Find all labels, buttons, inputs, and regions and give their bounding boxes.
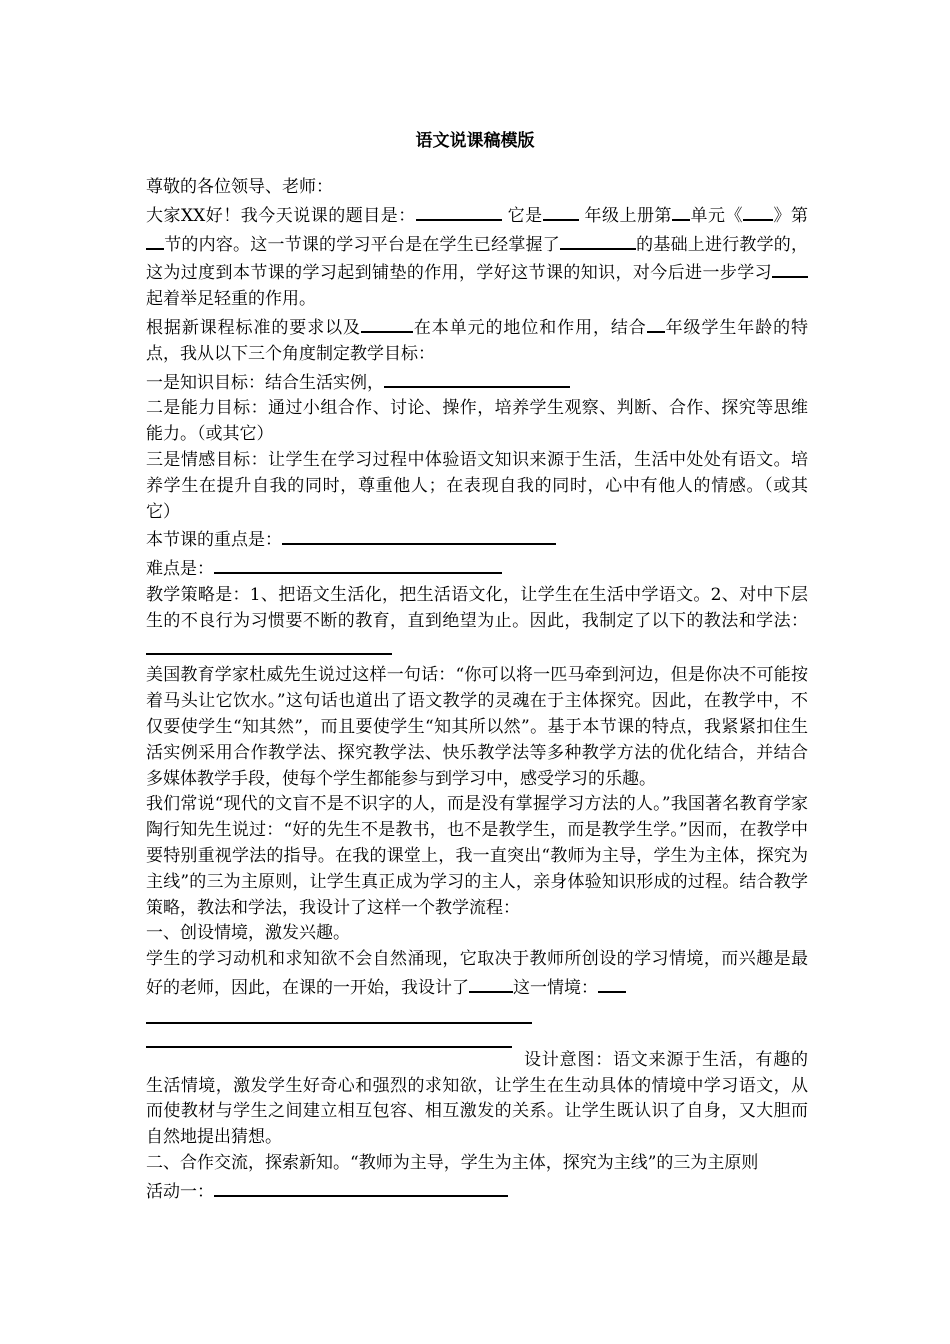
design-intent-paragraph: 设计意图：语文来源于生活，有趣的生活情境，激发学生好奇心和强烈的求知欲，让学生在生动具体的情境中学习语文，从而使教材与学生之间建立相互包容、相互激发的关系。让学生既认识了自身，又大胆而自然地提出猜想。 [146, 1049, 808, 1148]
tao-paragraph: 我们常说“现代的文盲不是不识字的人，而是没有掌握学习方法的人。”我国著名教育学家陶行知先生说过：“好的先生不是教书，也不是教学生，而是教学生学。”因而，在教学中要特别重视学法的指导。在我的课堂上，我一直突出“教师为主导，学生为主体，探究为主线”的三为主原则，让学生真正成为学习的主人，亲身体验知识形成的过程。结合教学策略，教法和学法，我设计了这样一个教学流程： [146, 794, 808, 918]
standards-text-3: 年级学生年龄的特点，我从以下三个角度制定教学目标： [146, 317, 809, 364]
situation-line-2 [146, 1032, 512, 1048]
further-study-blank [772, 258, 808, 278]
unit-name-blank [743, 201, 773, 221]
standards-text-2: 在本单元的地位和作用，结合 [412, 317, 647, 338]
situation-blank [469, 973, 513, 993]
situation-text-1: 学生的学习动机和求知欲不会自然涌现，它取决于教师所创设的学习情境，而兴趣是最好的老师，因此，在课的一开始，我设计了 [146, 949, 808, 998]
standards-paragraph [146, 313, 808, 368]
situation-paragraph [146, 947, 808, 1002]
strategy-text: 教学策略是：1、把语文生活化，把生活语文化，让学生在生活中学语文。2、对中下层生的不良行为习惯要不断的教育，直到绝望为止。因此，我制定了以下的教法和学法： [146, 584, 808, 631]
intro-text-4: 单元《 [690, 205, 744, 226]
prior-knowledge-blank [560, 230, 636, 250]
dewey-paragraph: 美国教育学家杜威先生说过这样一句话：“你可以将一匹马牵到河边，但是你决不可能按着马头让它饮水。”这句话也道出了语文教学的灵魂在于主体探究。因此，在教学中，不仅要使学生“知其然”，而且要使学生“知其所以然”。基于本节课的特点，我紧紧扣住生活实例采用合作教学法、探究教学法、快乐教学法等多种教学方法的优化结合，并结合多媒体教学手段，使每个学生都能参与到学习中，感受学习的乐趣。 [146, 665, 808, 789]
key-point [146, 525, 808, 554]
difficulty [146, 554, 808, 583]
situation-text-2: 这一情境： [513, 977, 598, 998]
standards-text-1: 根据新课程标准的要求以及 [146, 317, 361, 338]
section-two-heading: 二、合作交流，探索新知。“教师为主导，学生为主体，探究为主线”的三为主原则 [146, 1152, 759, 1173]
difficulty-blank [214, 554, 502, 574]
knowledge-goal-text: 一是知识目标：结合生活实例， [146, 372, 384, 393]
grade-blank [543, 201, 579, 221]
strategy-paragraph [146, 583, 808, 663]
intro-text-6: 节的内容。这一节课的学习平台是在学生已经掌握了 [164, 234, 560, 255]
greeting: 尊敬的各位领导、老师： [146, 177, 333, 197]
activity-one-blank [214, 1177, 508, 1197]
lesson-title-blank [416, 201, 502, 221]
situation-line-1 [146, 1008, 532, 1024]
knowledge-goal-blank [384, 368, 570, 388]
section-blank [146, 230, 164, 250]
intro-text-8: 起着举足轻重的作用。 [146, 289, 316, 310]
difficulty-label: 难点是： [146, 559, 214, 580]
activity-one [146, 1177, 808, 1206]
intro-text-5: 》第 [773, 205, 809, 226]
unit-blank [672, 201, 690, 221]
ability-goal: 二是能力目标：通过小组合作、讨论、操作，培养学生观察、判断、合作、探究等思维能力。（或其它） [146, 398, 808, 445]
key-point-blank [282, 525, 556, 545]
knowledge-goal [146, 368, 808, 397]
intro-paragraph [146, 201, 808, 313]
intro-text-7: 的基础上进行教学的，这为过度到本节课的学习起到铺垫的作用，学好这节课的知识，对今后进一步学习 [146, 234, 809, 284]
key-point-label: 本节课的重点是： [146, 530, 282, 551]
section-one-heading: 一、创设情境，激发兴趣。 [146, 923, 350, 944]
grade-age-blank [647, 313, 665, 333]
emotion-goal: 三是情感目标：让学生在学习过程中体验语文知识来源于生活，生活中处处有语文。培养学生在提升自我的同时，尊重他人；在表现自我的同时，心中有他人的情感。（或其它） [146, 449, 808, 522]
document-title: 语文说课稿模版 [415, 131, 535, 151]
intro-text-1: 大家XX好！我今天说课的题目是： [146, 205, 416, 226]
document-body [146, 175, 808, 1205]
content-blank [361, 313, 413, 333]
activity-one-label: 活动一： [146, 1181, 214, 1202]
intro-text-2: 它是 [507, 205, 543, 226]
situation-detail-blank [598, 973, 626, 993]
method-blank [146, 635, 392, 655]
intro-text-3: 年级上册第 [584, 205, 673, 226]
